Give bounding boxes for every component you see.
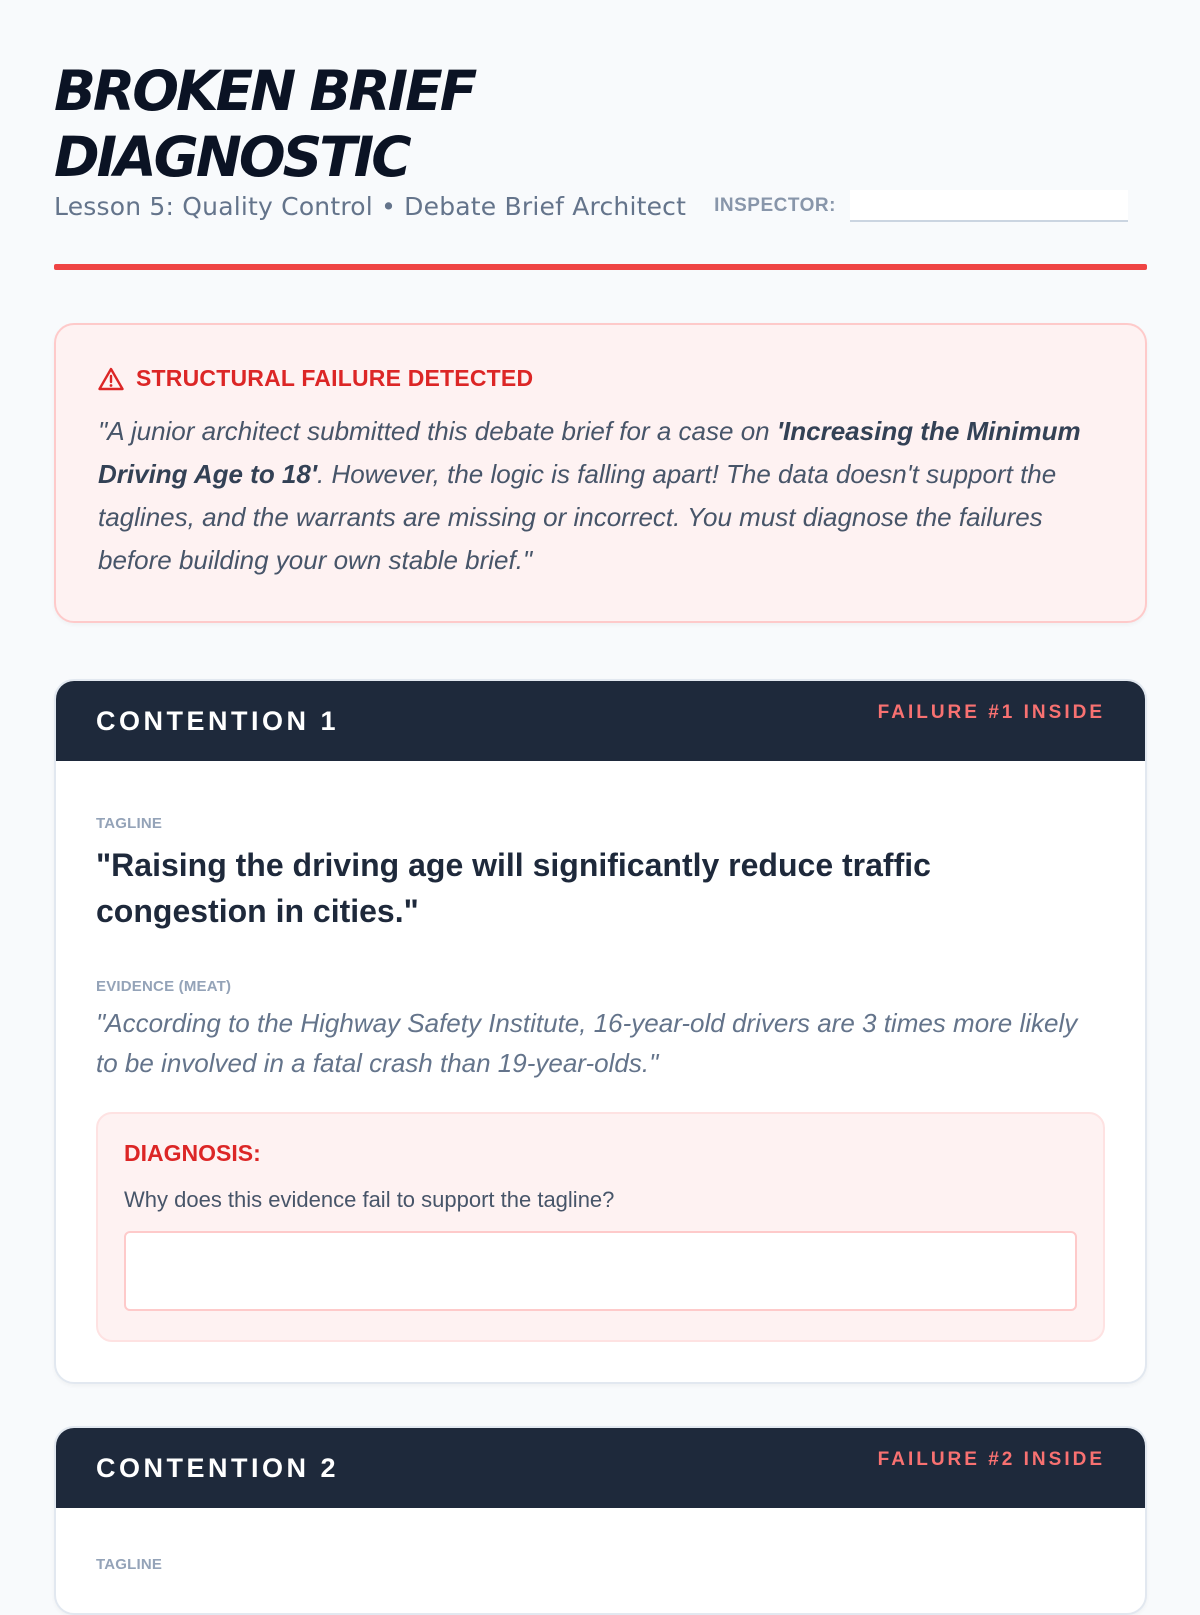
- alert-body-rest: . However, the logic is falling apart! The data doesn't support the taglines, and the warrants are missing or incorrect. You must diagnose the failures before building your own stable brief.": [98, 459, 1057, 575]
- contention-card-2: [54, 1426, 1147, 1615]
- contention-title: CONTENTION 1: [96, 706, 340, 736]
- evidence-label: EVIDENCE (MEAT): [96, 978, 232, 995]
- diagnosis-question: Why does this evidence fail to support the tagline?: [124, 1187, 615, 1212]
- alert-header: [98, 365, 1103, 392]
- failure-alert: [54, 323, 1147, 623]
- diagnosis-box: [96, 1112, 1105, 1342]
- contention-header: [56, 681, 1145, 761]
- tagline-text: "Raising the driving age will significantly reduce traffic congestion in cities.": [96, 847, 931, 929]
- page-title: BROKEN BRIEF DIAGNOSTIC: [54, 59, 475, 189]
- failure-badge: FAILURE #1 INSIDE: [877, 702, 1105, 723]
- warning-triangle-icon: [98, 367, 124, 391]
- worksheet-page: [54, 0, 1147, 1615]
- alert-body: [98, 410, 1103, 582]
- contention-body: [56, 761, 1145, 1382]
- tagline-label: TAGLINE: [96, 815, 163, 832]
- contention-body: [56, 1508, 1145, 1613]
- inspector-input[interactable]: [850, 190, 1128, 222]
- contention-header: [56, 1428, 1145, 1508]
- header-divider: [54, 264, 1147, 270]
- diagnosis-input[interactable]: [124, 1231, 1077, 1311]
- tagline-label: TAGLINE: [96, 1556, 163, 1573]
- alert-title: STRUCTURAL FAILURE DETECTED: [136, 365, 534, 391]
- alert-body-intro: "A junior architect submitted this debate brief for a case on: [98, 416, 777, 446]
- page-subtitle: Lesson 5: Quality Control • Debate Brief Architect: [54, 191, 687, 221]
- inspector-label: INSPECTOR:: [714, 195, 836, 216]
- subtitle-row: [54, 188, 1147, 224]
- contention-card-1: [54, 679, 1147, 1384]
- failure-badge: FAILURE #2 INSIDE: [877, 1449, 1105, 1470]
- alert-body-case-name: 'Increasing the Minimum Driving Age to 18': [98, 416, 1081, 489]
- contention-title: CONTENTION 2: [96, 1453, 340, 1483]
- evidence-text: "According to the Highway Safety Institute, 16-year-old drivers are 3 times more likely to be involved in a fatal crash than 19-year-olds.": [96, 1008, 1078, 1078]
- diagnosis-title: DIAGNOSIS:: [124, 1140, 261, 1166]
